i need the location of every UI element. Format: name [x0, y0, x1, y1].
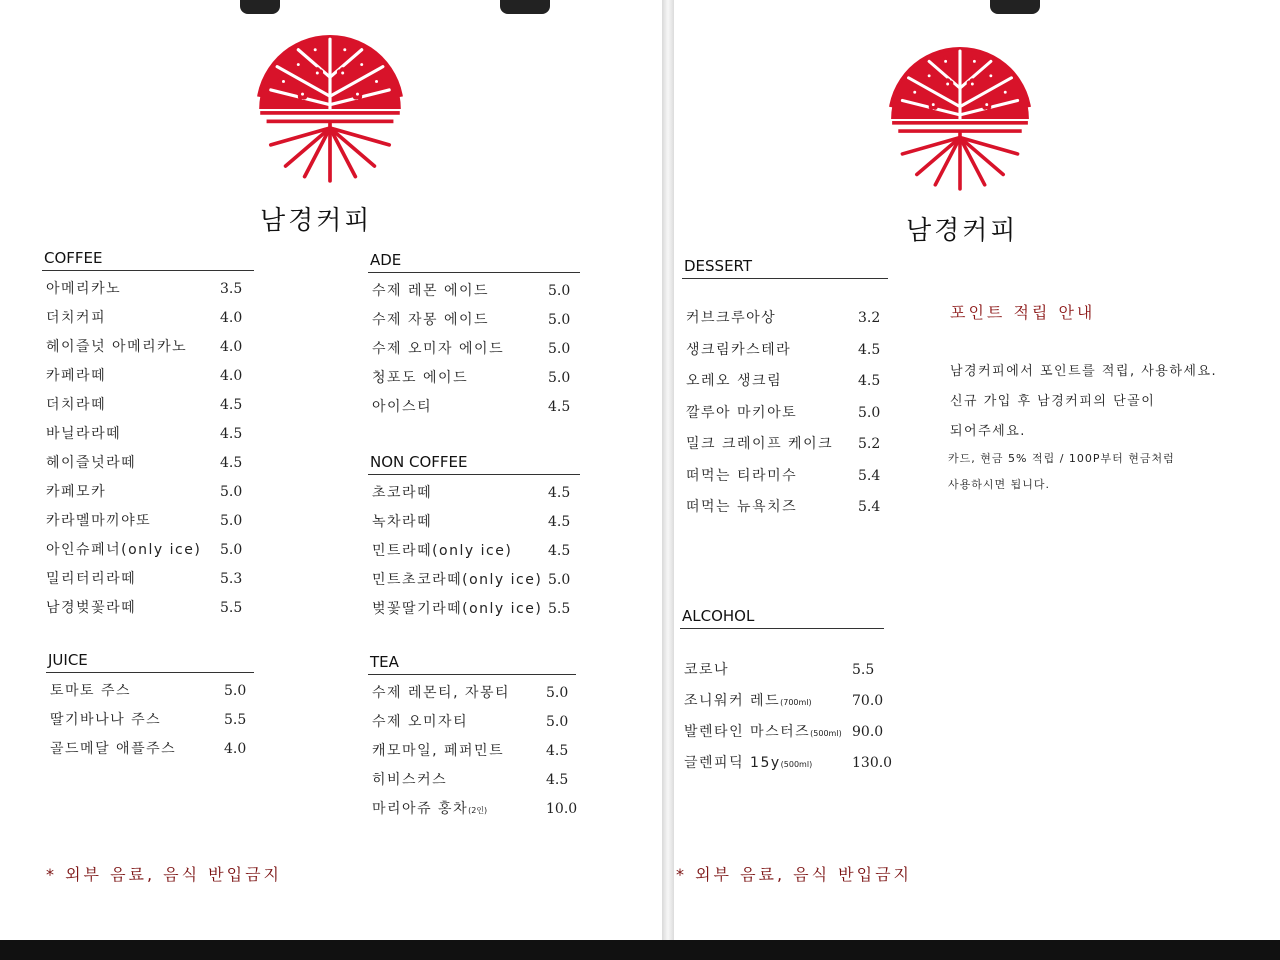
- menu-item-price: 5.0: [220, 513, 243, 529]
- menu-item-name: [372, 595, 542, 624]
- menu-item: [42, 507, 254, 536]
- menu-item: [368, 537, 580, 566]
- menu-item-name-text: 수제 레몬 에이드: [372, 283, 490, 299]
- menu-item-price: 70.0: [852, 693, 884, 709]
- menu-item-name: [686, 366, 782, 398]
- menu-item: [680, 686, 884, 717]
- menu-item-name: [46, 391, 106, 420]
- menu-item-name: [46, 275, 121, 304]
- menu-item: [46, 677, 254, 706]
- menu-item-name: [686, 303, 776, 335]
- menu-item: [368, 277, 580, 306]
- menu-item-price: 5.0: [220, 542, 243, 558]
- menu-item-name: [684, 717, 842, 749]
- menu-item-name-text: 떠먹는 티라미수: [686, 467, 798, 484]
- section-divider: [682, 278, 888, 279]
- menu-item-size: (2인): [468, 806, 488, 815]
- menu-item: [368, 595, 580, 624]
- menu-item-name: [372, 679, 510, 708]
- section-alcohol: [680, 606, 893, 779]
- menu-item: [42, 594, 254, 623]
- menu-item: [368, 708, 576, 737]
- menu-item-size: (500ml): [780, 760, 813, 769]
- menu-item-price: 5.0: [548, 341, 571, 357]
- menu-item-name-text: 민트라떼(only ice): [372, 543, 513, 559]
- menu-item-name: [46, 333, 187, 362]
- menu-item-price: 3.5: [220, 281, 243, 297]
- menu-item-price: 4.5: [546, 743, 569, 759]
- menu-item-price: 5.2: [858, 436, 881, 452]
- menu-item-name: [46, 507, 151, 536]
- menu-item-name-text: 남경벚꽃라떼: [46, 600, 137, 616]
- no-outside-food-notice: * 외부 음료, 음식 반입금지: [676, 865, 912, 884]
- menu-item: [42, 478, 254, 507]
- section-title: ALCOHOL: [682, 607, 755, 625]
- menu-item-price: 4.5: [220, 455, 243, 471]
- binder-clip: [240, 0, 280, 14]
- brand-logo-icon: [256, 34, 404, 186]
- menu-item-price: 5.3: [220, 571, 243, 587]
- menu-item-name: [372, 306, 489, 335]
- menu-item-name-text: 골드메달 애플주스: [50, 741, 177, 757]
- menu-item-name-text: 청포도 에이드: [372, 370, 469, 386]
- menu-item-price: 5.4: [858, 467, 881, 484]
- menu-item-price: 5.0: [548, 283, 571, 299]
- menu-item: [682, 303, 888, 335]
- menu-item-name-text: 오레오 생크림: [686, 373, 783, 389]
- binder-clip: [500, 0, 550, 14]
- menu-item: [42, 536, 254, 565]
- menu-item: [368, 393, 580, 422]
- menu-item-size: (700ml): [780, 698, 812, 707]
- menu-item-price: 10.0: [546, 801, 578, 817]
- menu-item-name: [50, 706, 161, 735]
- menu-item-name-text: 토마토 주스: [50, 683, 132, 699]
- menu-item-price: 130.0: [852, 755, 893, 771]
- menu-item: [42, 420, 254, 449]
- menu-item: [42, 362, 254, 391]
- section-title: DESSERT: [684, 257, 753, 275]
- menu-item: [368, 364, 580, 393]
- menu-item-price: 4.5: [548, 485, 571, 501]
- menu-item-name-text: 수제 오미자티: [372, 714, 469, 730]
- menu-item: [42, 449, 254, 478]
- menu-item-name: [46, 449, 136, 478]
- menu-item-name: [372, 364, 468, 393]
- menu-item: [682, 398, 888, 430]
- section-title: TEA: [370, 653, 399, 671]
- menu-item-name-text: 코로나: [684, 662, 730, 678]
- table-edge: [0, 940, 1280, 960]
- menu-item-name: [50, 677, 131, 706]
- menu-item-name: [372, 393, 432, 422]
- menu-item-price: 4.5: [220, 397, 243, 413]
- menu-item-name: [46, 594, 136, 623]
- brand-name: 남경커피: [906, 216, 1019, 246]
- menu-item: [368, 766, 576, 795]
- menu-item: [42, 333, 254, 362]
- section-juice: [46, 650, 254, 764]
- menu-item-name: [372, 508, 432, 537]
- menu-item-price: 4.0: [224, 741, 247, 757]
- menu-item: [680, 717, 884, 748]
- section-title: ADE: [370, 251, 402, 269]
- menu-item: [42, 565, 254, 594]
- menu-item-price: 4.5: [858, 341, 881, 358]
- points-title: 포인트 적립 안내: [950, 303, 1096, 322]
- menu-item-name-text: 발렌타인 마스터즈: [684, 724, 811, 740]
- menu-item-name-text: 벚꽃딸기라떼(only ice): [372, 601, 543, 617]
- menu-item-name: [372, 795, 487, 825]
- menu-item-name-text: 마리아쥬 홍차: [372, 801, 469, 817]
- menu-item-price: 4.0: [220, 310, 243, 326]
- menu-item-price: 4.0: [220, 339, 243, 355]
- menu-item-name-text: 헤이즐넛라떼: [46, 455, 137, 471]
- menu-item: [368, 508, 580, 537]
- points-text: 사용하시면 됩니다.: [948, 478, 1051, 491]
- menu-item-name: [372, 566, 542, 595]
- menu-item-name-text: 더치커피: [46, 310, 107, 326]
- menu-item-name: [686, 398, 797, 430]
- menu-item: [680, 655, 884, 686]
- brand-logo-icon: [888, 44, 1032, 196]
- menu-item-name-text: 아메리카노: [46, 281, 122, 297]
- menu-item-price: 5.5: [220, 600, 243, 616]
- section-divider: [46, 672, 254, 673]
- menu-item-name: [372, 335, 504, 364]
- menu-item-price: 5.0: [548, 312, 571, 328]
- menu-item-name: [684, 686, 812, 718]
- menu-item-price: 5.0: [548, 370, 571, 386]
- menu-item-price: 5.4: [858, 499, 881, 515]
- menu-item-name-text: 민트초코라떼(only ice): [372, 572, 543, 588]
- menu-item: [368, 479, 580, 508]
- menu-item-price: 4.5: [546, 772, 569, 788]
- menu-item-name-text: 헤이즐넛 아메리카노: [46, 339, 188, 355]
- menu-item-name-text: 밀크 크레이프 케이크: [686, 436, 834, 452]
- menu-item-name: [372, 277, 489, 306]
- menu-item-name: [686, 492, 797, 524]
- menu-item: [368, 566, 580, 595]
- menu-item-price: 3.2: [858, 310, 881, 326]
- menu-item-name-text: 히비스커스: [372, 772, 448, 788]
- menu-item-name-text: 수제 레몬티, 자몽티: [372, 685, 511, 701]
- menu-item: [682, 492, 888, 524]
- menu-item: [42, 275, 254, 304]
- menu-item: [368, 679, 576, 708]
- menu-item-price: 4.0: [220, 368, 243, 384]
- menu-item-name: [372, 766, 447, 795]
- section-ade: [368, 250, 580, 422]
- menu-item-price: 5.5: [224, 712, 247, 728]
- menu-item: [368, 795, 576, 824]
- points-text: 카드, 현금 5% 적립 / 100P부터 현금처럼: [948, 452, 1175, 465]
- section-non-coffee: [368, 452, 580, 624]
- menu-item-name-text: 캐모마일, 페퍼민트: [372, 743, 505, 759]
- menu-item-name-text: 녹차라떼: [372, 514, 433, 530]
- menu-item-name: [372, 479, 432, 508]
- menu-item-price: 4.5: [548, 514, 571, 530]
- menu-item-name-text: 수제 오미자 에이드: [372, 341, 505, 357]
- menu-item: [46, 706, 254, 735]
- section-dessert: [682, 256, 888, 524]
- menu-item-name-text: 글렌피딕 15y: [684, 755, 781, 771]
- menu-item-price: 4.5: [548, 543, 571, 559]
- section-divider: [680, 628, 884, 629]
- binder-clip: [990, 0, 1040, 14]
- section-divider: [368, 674, 576, 675]
- menu-item-name-text: 딸기바나나 주스: [50, 712, 162, 728]
- menu-item-name: [686, 335, 791, 367]
- menu-item: [368, 335, 580, 364]
- section-title: COFFEE: [44, 249, 103, 267]
- menu-item-name: [46, 565, 136, 594]
- menu-item-name: [686, 429, 833, 461]
- menu-item-name: [686, 461, 797, 493]
- section-divider: [42, 270, 254, 271]
- menu-item-price: 5.0: [546, 714, 569, 730]
- section-divider: [368, 272, 580, 273]
- menu-item: [682, 429, 888, 461]
- menu-item-price: 4.5: [548, 399, 571, 415]
- menu-item-name-text: 밀리터리라떼: [46, 571, 137, 587]
- menu-item-price: 5.0: [546, 685, 569, 701]
- menu-item-name-text: 깔루아 마키아토: [686, 404, 798, 421]
- menu-item-name: [46, 420, 121, 449]
- section-coffee: [42, 248, 254, 623]
- menu-item: [42, 304, 254, 333]
- menu-item-price: 90.0: [852, 724, 884, 740]
- menu-item: [682, 461, 888, 493]
- menu-item-price: 5.0: [548, 572, 571, 588]
- menu-item-name-text: 카페모카: [46, 484, 107, 500]
- menu-item-name-text: 커브크루아상: [686, 310, 777, 326]
- menu-item-name-text: 조니워커 레드: [684, 693, 781, 709]
- menu-item-price: 5.5: [548, 601, 571, 617]
- menu-item-name-text: 더치라떼: [46, 397, 107, 413]
- menu-item-price: 5.5: [852, 662, 875, 678]
- section-title: JUICE: [48, 651, 88, 669]
- menu-item-name-text: 카페라떼: [46, 368, 107, 384]
- section-title: NON COFFEE: [370, 453, 468, 471]
- points-text: 신규 가입 후 남경커피의 단골이: [950, 394, 1156, 409]
- menu-item-name-text: 초코라떼: [372, 485, 433, 501]
- menu-item: [680, 748, 893, 779]
- menu-item: [682, 366, 888, 398]
- menu-item-name-text: 수제 자몽 에이드: [372, 312, 490, 328]
- menu-item-size: (500ml): [810, 729, 842, 738]
- menu-item-name: [46, 304, 106, 333]
- menu-item-name: [50, 735, 176, 764]
- menu-item-name: [46, 478, 106, 507]
- menu-item-price: 5.0: [858, 404, 881, 421]
- menu-item-name-text: 카라멜마끼야또: [46, 513, 152, 529]
- menu-item-name-text: 아이스티: [372, 399, 433, 415]
- menu-item-price: 4.5: [858, 373, 881, 389]
- brand-name: 남경커피: [260, 206, 373, 236]
- menu-item-price: 5.0: [224, 683, 247, 699]
- menu-item: [368, 737, 576, 766]
- menu-item: [368, 306, 580, 335]
- section-divider: [368, 474, 580, 475]
- menu-item-name-text: 아인슈페너(only ice): [46, 542, 202, 558]
- points-text: 되어주세요.: [950, 424, 1026, 439]
- menu-item-name: [684, 748, 812, 780]
- menu-item-name-text: 생크림카스테라: [686, 341, 792, 358]
- menu-item-name: [372, 537, 512, 566]
- menu-item-price: 4.5: [220, 426, 243, 442]
- section-tea: [368, 652, 576, 824]
- points-text: 남경커피에서 포인트를 적립, 사용하세요.: [950, 364, 1218, 379]
- menu-item-name: [372, 737, 504, 766]
- menu-item-name-text: 떠먹는 뉴욕치즈: [686, 499, 798, 515]
- menu-item-name: [46, 536, 201, 565]
- menu-item: [682, 335, 888, 367]
- menu-item-name: [372, 708, 468, 737]
- menu-spine: [662, 0, 674, 940]
- menu-item: [42, 391, 254, 420]
- menu-item: [46, 735, 254, 764]
- no-outside-food-notice: * 외부 음료, 음식 반입금지: [46, 865, 282, 884]
- menu-item-price: 5.0: [220, 484, 243, 500]
- menu-item-name-text: 바닐라라떼: [46, 426, 122, 442]
- menu-item-name: [46, 362, 106, 391]
- menu-item-name: [684, 655, 729, 686]
